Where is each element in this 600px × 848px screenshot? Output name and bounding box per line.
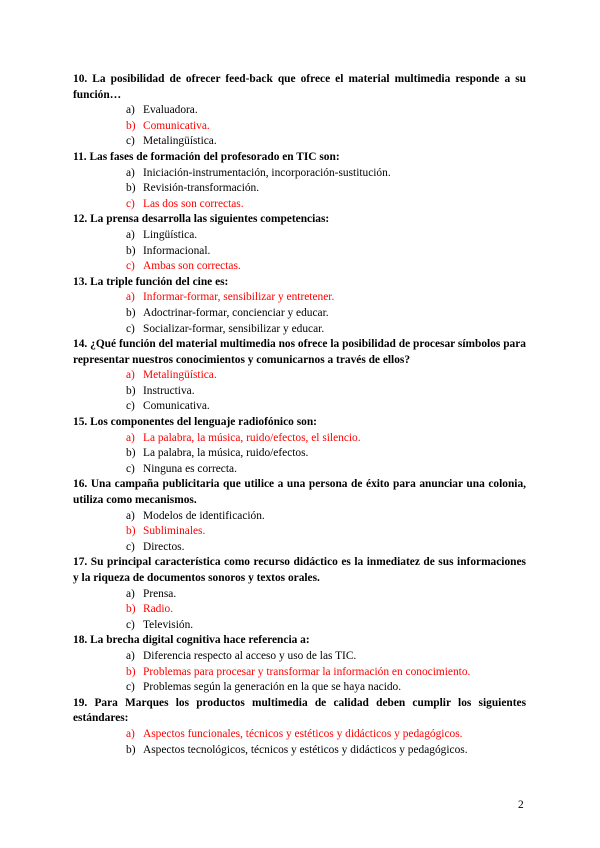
option-letter: b) — [126, 743, 136, 756]
option-18c — [73, 680, 526, 696]
option-letter: b) — [126, 119, 136, 132]
option-letter: a) — [126, 166, 135, 179]
question-12: 12. La prensa desarrolla las siguientes competencias: — [73, 213, 330, 226]
option-letter: a) — [126, 431, 135, 444]
option-11c-correct — [73, 197, 526, 213]
option-letter: b) — [126, 244, 136, 257]
option-letter: a) — [126, 369, 135, 382]
option-letter: c) — [126, 400, 135, 413]
option-letter: c) — [126, 540, 135, 553]
option-19b — [73, 743, 526, 759]
option-text: Subliminales. — [143, 525, 206, 538]
question-16: 16. Una campaña publicitaria que utilice a una persona de éxito para anunciar una colonia, utiliza como mecanismos. — [73, 478, 526, 507]
option-text: Ninguna es correcta. — [143, 462, 237, 475]
option-text: Instructiva. — [143, 384, 195, 397]
option-letter: b) — [126, 603, 136, 616]
option-letter: c) — [126, 681, 135, 694]
option-text: Directos. — [143, 540, 185, 553]
option-letter: c) — [126, 260, 135, 273]
question-10: 10. La posibilidad de ofrecer feed-back que ofrece el material multimedia responde a su función… — [73, 73, 526, 101]
option-17c — [73, 618, 526, 634]
option-13a-correct — [73, 290, 526, 306]
option-text: Iniciación-instrumentación, incorporación-sustitución. — [143, 166, 391, 179]
option-letter: c) — [126, 462, 135, 475]
page-number: 2 — [518, 799, 524, 811]
option-11a — [73, 166, 526, 182]
option-text: Aspectos tecnológicos, técnicos y estéticos y didácticos y pedagógicos. — [143, 743, 468, 756]
option-letter: a) — [126, 509, 135, 522]
option-text: La palabra, la música, ruido/efectos. — [143, 447, 309, 460]
option-text: Televisión. — [143, 618, 194, 631]
option-13c — [73, 322, 526, 338]
option-text: Diferencia respecto al acceso y uso de las TIC. — [143, 649, 357, 662]
option-text: Comunicativa. — [143, 400, 210, 413]
option-text: Ambas son correctas. — [143, 260, 241, 273]
option-12c-correct — [73, 259, 526, 275]
option-letter: a) — [126, 291, 135, 304]
option-16c — [73, 540, 526, 556]
option-letter: a) — [126, 727, 135, 740]
option-10c — [73, 134, 526, 150]
option-17b-correct — [73, 602, 526, 618]
option-text: Lingüística. — [143, 228, 198, 241]
option-letter: c) — [126, 197, 135, 210]
option-text: Metalingüística. — [143, 369, 217, 382]
option-letter: b) — [126, 306, 136, 319]
option-10b-correct — [73, 119, 526, 135]
option-12a — [73, 228, 526, 244]
option-16a — [73, 509, 526, 525]
option-letter: a) — [126, 587, 135, 600]
option-11b — [73, 181, 526, 197]
question-11: 11. Las fases de formación del profesorado en TIC son: — [73, 150, 340, 163]
option-text: Evaluadora. — [143, 104, 198, 117]
option-14c — [73, 399, 526, 415]
option-letter: b) — [126, 384, 136, 397]
option-text: Socializar-formar, sensibilizar y educar. — [143, 322, 325, 335]
option-letter: b) — [126, 665, 136, 678]
option-text: Las dos son correctas. — [143, 197, 244, 210]
option-18b-correct — [73, 665, 526, 681]
question-18: 18. La brecha digital cognitiva hace referencia a: — [73, 634, 310, 647]
option-text: Problemas para procesar y transformar la información en conocimiento. — [143, 665, 471, 678]
option-18a — [73, 649, 526, 665]
option-text: Informacional. — [143, 244, 211, 257]
question-13: 13. La triple función del cine es: — [73, 275, 229, 288]
option-16b-correct — [73, 524, 526, 540]
option-15b — [73, 446, 526, 462]
question-15: 15. Los componentes del lenguaje radiofónico son: — [73, 416, 317, 429]
option-letter: c) — [126, 618, 135, 631]
option-10a — [73, 103, 526, 119]
question-14: 14. ¿Qué función del material multimedia nos ofrece la posibilidad de procesar símbolos para representar nuestros conocimientos y comunicarnos a través de ellos? — [73, 338, 526, 366]
option-12b — [73, 244, 526, 260]
option-text: Informar-formar, sensibilizar y entretener. — [143, 291, 335, 304]
option-text: Adoctrinar-formar, concienciar y educar. — [143, 306, 329, 319]
option-text: Modelos de identificación. — [143, 509, 265, 522]
question-list — [73, 72, 526, 758]
option-letter: c) — [126, 135, 135, 148]
option-letter: b) — [126, 447, 136, 460]
option-17a — [73, 587, 526, 603]
question-19: 19. Para Marques los productos multimedia de calidad deben cumplir los siguientes estándares: — [73, 696, 526, 725]
option-text: Radio. — [143, 603, 174, 616]
option-text: Metalingüística. — [143, 135, 217, 148]
option-text: Problemas según la generación en la que se haya nacido. — [143, 681, 402, 694]
option-text: Aspectos funcionales, técnicos y estéticos y didácticos y pedagógicos. — [143, 727, 463, 740]
option-19a-correct — [73, 727, 526, 743]
option-14a-correct — [73, 368, 526, 384]
option-text: Comunicativa. — [143, 119, 210, 132]
option-letter: a) — [126, 104, 135, 117]
question-17: 17. Su principal característica como recurso didáctico es la inmediatez de sus informaciones y la riqueza de documentos sonoros y textos orales. — [73, 556, 526, 584]
option-13b — [73, 306, 526, 322]
option-letter: b) — [126, 182, 136, 195]
option-letter: b) — [126, 525, 136, 538]
option-15c — [73, 462, 526, 478]
option-text: La palabra, la música, ruido/efectos, el silencio. — [143, 431, 361, 444]
option-text: Prensa. — [143, 587, 177, 600]
option-14b — [73, 384, 526, 400]
option-text: Revisión-transformación. — [143, 182, 260, 195]
option-15a-correct — [73, 431, 526, 447]
option-letter: a) — [126, 228, 135, 241]
option-letter: a) — [126, 649, 135, 662]
option-letter: c) — [126, 322, 135, 335]
